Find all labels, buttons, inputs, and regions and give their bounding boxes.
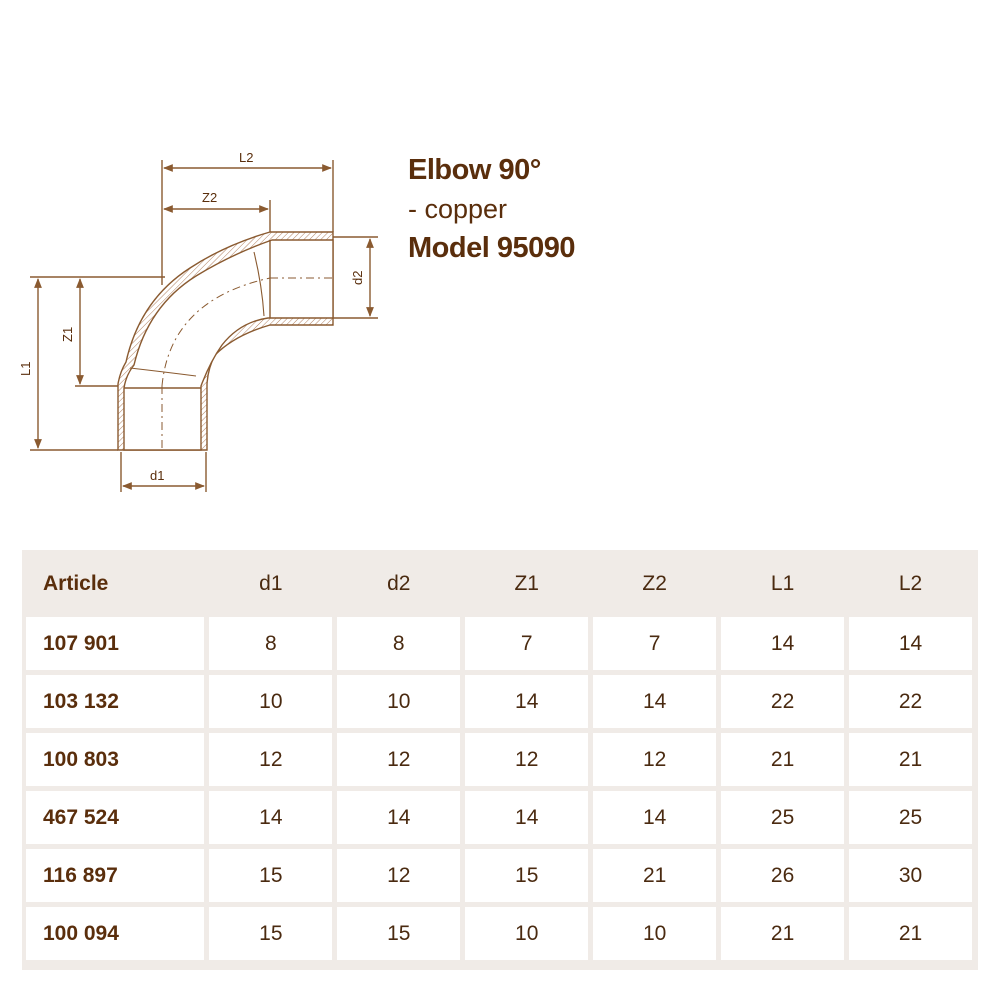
spec-table-container: [22, 550, 978, 970]
cell-z2: 10: [593, 907, 716, 960]
product-material: - copper: [408, 194, 508, 224]
cell-z2: 7: [593, 617, 716, 670]
spec-table: [21, 550, 977, 965]
label-d2: d2: [350, 270, 365, 285]
header-article: Article: [43, 571, 109, 595]
cell-z1: 15: [465, 849, 588, 902]
cell-d1: 14: [209, 791, 332, 844]
table-row: [26, 907, 972, 960]
cell-z1: 14: [465, 791, 588, 844]
cell-l2: 22: [849, 675, 972, 728]
cell-z2: 12: [593, 733, 716, 786]
elbow-diagram: [0, 140, 400, 500]
cell-d2: 12: [337, 733, 460, 786]
elbow-drawing: [0, 140, 400, 500]
cell-z2: 21: [593, 849, 716, 902]
cell-d1: 8: [209, 617, 332, 670]
cell-d1: 12: [209, 733, 332, 786]
cell-l2: 25: [849, 791, 972, 844]
cell-d2: 12: [337, 849, 460, 902]
cell-d1: 15: [209, 907, 332, 960]
label-Z2: Z2: [202, 190, 218, 205]
product-model: Model 95090: [408, 232, 575, 264]
cell-z2: 14: [593, 791, 716, 844]
cell-article: 116 897: [26, 849, 204, 902]
cell-z1: 10: [465, 907, 588, 960]
label-L1: L1: [18, 361, 33, 376]
header-z2: Z2: [642, 571, 667, 595]
table-row: [26, 849, 972, 902]
product-name: Elbow 90°: [408, 154, 541, 186]
header-l2: L2: [898, 571, 923, 595]
header-l1: L1: [770, 571, 795, 595]
cell-l2: 21: [849, 733, 972, 786]
cell-article: 100 094: [26, 907, 204, 960]
table-header-row: [26, 555, 972, 612]
cell-l1: 22: [721, 675, 844, 728]
table-row: [26, 675, 972, 728]
table-row: [26, 733, 972, 786]
cell-article: 107 901: [26, 617, 204, 670]
cell-z2: 14: [593, 675, 716, 728]
label-L2: L2: [239, 150, 254, 165]
table-row: [26, 617, 972, 670]
cell-d1: 15: [209, 849, 332, 902]
label-Z1: Z1: [60, 326, 75, 342]
product-title: [408, 150, 575, 268]
cell-l1: 26: [721, 849, 844, 902]
cell-d2: 15: [337, 907, 460, 960]
cell-z1: 7: [465, 617, 588, 670]
cell-l2: 14: [849, 617, 972, 670]
cell-l2: 30: [849, 849, 972, 902]
table-row: [26, 791, 972, 844]
cell-l2: 21: [849, 907, 972, 960]
cell-z1: 14: [465, 675, 588, 728]
header-z1: Z1: [514, 571, 539, 595]
cell-l1: 25: [721, 791, 844, 844]
cell-article: 467 524: [26, 791, 204, 844]
cell-l1: 21: [721, 733, 844, 786]
header-d2: d2: [387, 571, 411, 595]
cell-l1: 21: [721, 907, 844, 960]
cell-d2: 14: [337, 791, 460, 844]
cell-d2: 8: [337, 617, 460, 670]
header-d1: d1: [259, 571, 283, 595]
cell-z1: 12: [465, 733, 588, 786]
cell-d2: 10: [337, 675, 460, 728]
cell-d1: 10: [209, 675, 332, 728]
cell-article: 103 132: [26, 675, 204, 728]
cell-l1: 14: [721, 617, 844, 670]
label-d1: d1: [150, 468, 165, 483]
cell-article: 100 803: [26, 733, 204, 786]
